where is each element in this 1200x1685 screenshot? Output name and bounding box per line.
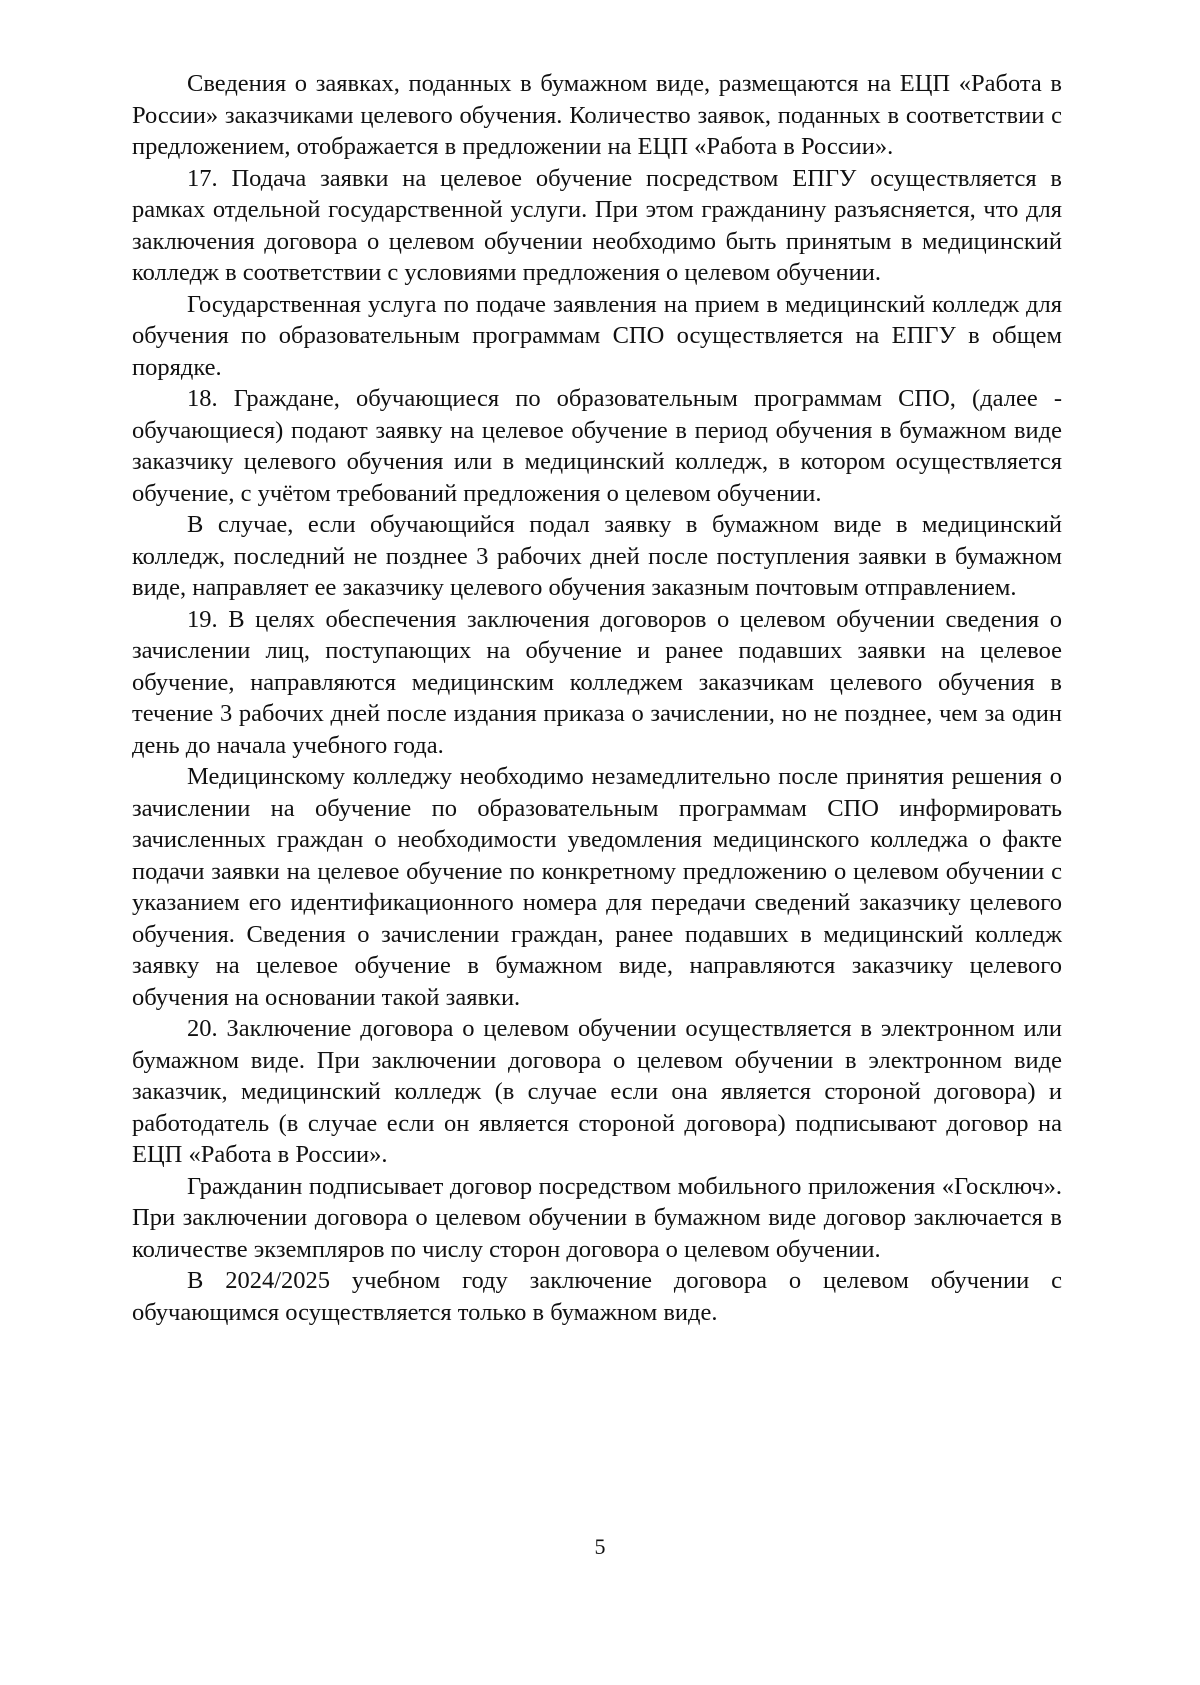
- paragraph-paper-application-case: В случае, если обучающийся подал заявку в бумажном виде в медицинский колледж, последний не позднее 3 рабочих дней после поступления заявки в бумажном виде, направляет ее заказчику целевого обучения заказным почтовым отправлением.: [132, 511, 1062, 601]
- paragraph-20: 20. Заключение договора о целевом обучении осуществляется в электронном или бумажном виде. При заключении договора о целевом обучении в электронном виде заказчик, медицинский колледж (в случае если она является стороной договора) и работодатель (в случае если он является стороной договора) подписывают договор на ЕЦП «Работа в России».: [132, 1015, 1062, 1168]
- paragraph-17: 17. Подача заявки на целевое обучение посредством ЕПГУ осуществляется в рамках отдельной государственной услуги. При этом гражданину разъясняется, что для заключения договора о целевом обучении необходимо быть принятым в медицинский колледж в соответствии с условиями предложения о целевом обучении.: [132, 164, 1062, 286]
- paragraph-19: 19. В целях обеспечения заключения договоров о целевом обучении сведения о зачислении лиц, поступающих на обучение и ранее подавших заявки на целевое обучение, направляются медицинским колледжем заказчикам целевого обучения в течение 3 рабочих дней после издания приказа о зачислении, но не позднее, чем за один день до начала учебного года.: [132, 605, 1062, 759]
- document-body: [132, 68, 1062, 1328]
- paragraph-2024-2025: В 2024/2025 учебном году заключение договора о целевом обучении с обучающимся осуществляется только в бумажном виде.: [132, 1267, 1062, 1326]
- page-number: 5: [594, 1534, 606, 1559]
- paragraph-goskey-signing: Гражданин подписывает договор посредством мобильного приложения «Госключ». При заключении договора о целевом обучении в бумажном виде договор заключается в количестве экземпляров по числу сторон договора о целевом обучении.: [132, 1172, 1062, 1263]
- paragraph-state-service: Государственная услуга по подаче заявления на прием в медицинский колледж для обучения по образовательным программам СПО осуществляется на ЕПГУ в общем порядке.: [132, 290, 1062, 381]
- paragraph-18: 18. Граждане, обучающиеся по образовательным программам СПО, (далее - обучающиеся) подают заявку на целевое обучение в период обучения в бумажном виде заказчику целевого обучения или в медицинский колледж, в котором осуществляется обучение, с учётом требований предложения о целевом обучении.: [132, 385, 1062, 507]
- paragraph-ezp-applications-info: Сведения о заявках, поданных в бумажном виде, размещаются на ЕЦП «Работа в России» заказчиками целевого обучения. Количество заявок, поданных в соответствии с предложением, отображается в предложении на ЕЦП «Работа в России».: [132, 70, 1062, 160]
- paragraph-college-duty: Медицинскому колледжу необходимо незамедлительно после принятия решения о зачислении на обучение по образовательным программам СПО информировать зачисленных граждан о необходимости уведомления медицинского колледжа о факте подачи заявки на целевое обучение по конкретному предложению о целевом обучении с указанием его идентификационного номера для передачи сведений заказчику целевого обучения. Сведения о зачислении граждан, ранее подавших в медицинский колледж заявку на целевое обучение в бумажном виде, направляются заказчику целевого обучения на основании такой заявки.: [132, 763, 1062, 1011]
